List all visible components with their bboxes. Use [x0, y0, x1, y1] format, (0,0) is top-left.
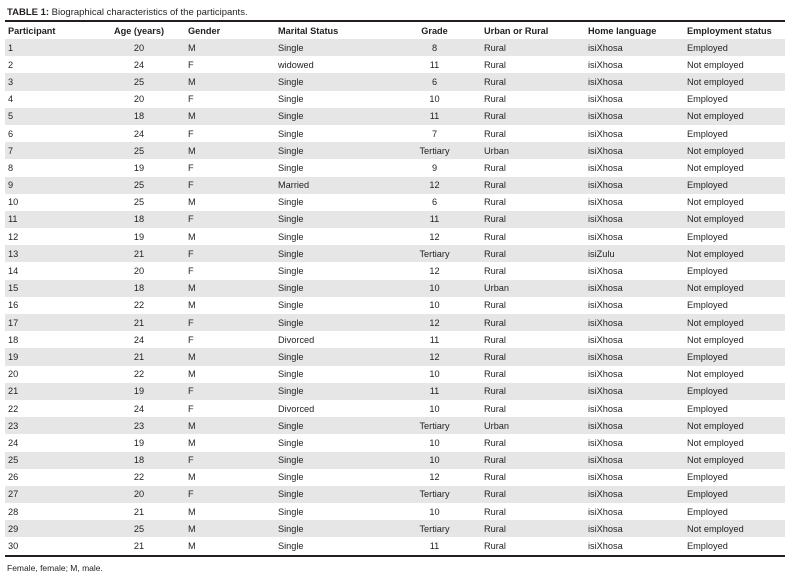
table-header-row [5, 21, 785, 39]
table-cell: M [188, 231, 196, 242]
table-cell: Not employed [687, 214, 744, 225]
table-cell: 10 [429, 94, 440, 105]
table-cell: Employed [687, 351, 728, 362]
table-cell: 22 [133, 472, 145, 483]
table-row [5, 537, 785, 555]
table-cell: Employed [687, 489, 728, 500]
table-cell: Not employed [687, 437, 744, 448]
table-caption: TABLE 1: Biographical characteristics of the participants. [7, 7, 248, 18]
table-cell: Rural [484, 248, 506, 259]
table-cell: Rural [484, 266, 506, 277]
table-cell: 24 [8, 437, 19, 448]
table-cell: 20 [133, 42, 145, 53]
table-cell: Not employed [687, 145, 744, 156]
column-header: Participant [8, 25, 56, 36]
table-cell: M [188, 369, 196, 380]
table-cell: Rural [484, 76, 506, 87]
table-row [5, 297, 785, 314]
table-cell: Single [278, 128, 304, 139]
table-cell: 22 [133, 369, 145, 380]
table-cell: Employed [687, 472, 728, 483]
table-cell: Single [278, 266, 304, 277]
table-cell: isiXhosa [588, 489, 623, 500]
column-header: Gender [188, 25, 221, 36]
table-cell: M [188, 541, 196, 552]
table-cell: 18 [133, 283, 145, 294]
table-cell: Not employed [687, 248, 744, 259]
table-cell: F [188, 317, 194, 328]
table-cell: Not employed [687, 317, 744, 328]
table-cell: isiXhosa [588, 455, 623, 466]
table-cell: isiXhosa [588, 317, 623, 328]
table-cell: 18 [8, 334, 19, 345]
table-cell: Rural [484, 437, 506, 448]
table-cell: 23 [133, 420, 145, 431]
table-cell: Employed [687, 403, 728, 414]
table-cell: Employed [687, 506, 728, 517]
table-cell: 24 [133, 59, 145, 70]
column-header: Employment status [687, 25, 772, 36]
table-cell: isiXhosa [588, 197, 623, 208]
table-cell: 12 [429, 317, 440, 328]
table-cell: 25 [133, 76, 145, 87]
table-cell: Rural [484, 162, 506, 173]
table-cell: 12 [8, 231, 19, 242]
table-row [5, 262, 785, 279]
table-cell: F [188, 162, 194, 173]
table-cell: Not employed [687, 76, 744, 87]
table-cell: F [188, 180, 194, 191]
table-cell: Single [278, 197, 304, 208]
table-cell: Rural [484, 59, 506, 70]
table-cell: 21 [133, 351, 145, 362]
table-cell: M [188, 111, 196, 122]
table-cell: Single [278, 283, 304, 294]
table-cell: 25 [133, 197, 145, 208]
table-row [5, 142, 785, 159]
table-cell: 7 [431, 128, 438, 139]
table-row [5, 520, 785, 537]
table-cell: 11 [429, 214, 440, 225]
table-cell: 21 [133, 541, 145, 552]
table-cell: 18 [133, 111, 145, 122]
table-cell: M [188, 437, 196, 448]
table-cell: Married [278, 180, 310, 191]
table-cell: 24 [133, 128, 145, 139]
table-cell: isiXhosa [588, 523, 623, 534]
table-cell: Single [278, 523, 304, 534]
table-row [5, 503, 785, 520]
table-cell: Rural [484, 214, 506, 225]
table-cell: isiXhosa [588, 351, 623, 362]
table-cell: isiXhosa [588, 42, 623, 53]
table-cell: Single [278, 541, 304, 552]
table-cell: isiXhosa [588, 59, 623, 70]
table-cell: 17 [8, 317, 19, 328]
table-cell: 14 [8, 266, 19, 277]
table-cell: 18 [133, 455, 145, 466]
table-cell: Employed [687, 94, 728, 105]
table-cell: Single [278, 145, 304, 156]
table-cell: 8 [431, 42, 438, 53]
table-cell: isiXhosa [588, 214, 623, 225]
table-cell: 21 [8, 386, 19, 397]
table-cell: Tertiary [419, 523, 450, 534]
table-cell: F [188, 248, 194, 259]
table-row [5, 159, 785, 176]
table-cell: 1 [8, 42, 14, 53]
table-cell: Single [278, 111, 304, 122]
table-cell: Single [278, 489, 304, 500]
table-cell: isiXhosa [588, 145, 623, 156]
table-cell: Employed [687, 231, 728, 242]
table-cell: M [188, 420, 196, 431]
table-cell: isiXhosa [588, 94, 623, 105]
table-cell: M [188, 472, 196, 483]
table-cell: Rural [484, 386, 506, 397]
table-row [5, 73, 785, 90]
table-cell: isiXhosa [588, 472, 623, 483]
table-cell: 20 [8, 369, 19, 380]
table-cell: 25 [133, 523, 145, 534]
column-header: Home language [588, 25, 657, 36]
table-cell: F [188, 403, 194, 414]
table-cell: Single [278, 386, 304, 397]
table-cell: 21 [133, 317, 145, 328]
table-cell: isiXhosa [588, 369, 623, 380]
table-row [5, 228, 785, 245]
table-cell: 11 [429, 111, 440, 122]
table-row [5, 452, 785, 469]
table-cell: 24 [133, 334, 145, 345]
table-cell: isiXhosa [588, 420, 623, 431]
table-cell: F [188, 214, 194, 225]
table-cell: 6 [8, 128, 14, 139]
table-cell: 19 [133, 437, 145, 448]
table-cell: Single [278, 94, 304, 105]
table-row [5, 434, 785, 451]
table-row [5, 486, 785, 503]
table-cell: Not employed [687, 369, 744, 380]
table-cell: 12 [429, 351, 440, 362]
table-cell: isiZulu [588, 248, 615, 259]
table-cell: 3 [8, 76, 14, 87]
table-cell: Divorced [278, 334, 315, 345]
table-cell: Rural [484, 455, 506, 466]
table-cell: Urban [484, 283, 510, 294]
table-row [5, 91, 785, 108]
table-cell: Employed [687, 42, 728, 53]
table-row [5, 400, 785, 417]
table-cell: 9 [8, 180, 14, 191]
table-cell: Not employed [687, 455, 744, 466]
table-cell: 12 [429, 266, 440, 277]
table-cell: Single [278, 437, 304, 448]
table-cell: 22 [133, 300, 145, 311]
table-cell: 11 [429, 541, 440, 552]
table-row [5, 177, 785, 194]
table-cell: 9 [431, 162, 438, 173]
table-cell: 30 [8, 541, 19, 552]
table-cell: Single [278, 76, 304, 87]
table-cell: M [188, 300, 196, 311]
table-cell: Tertiary [419, 145, 450, 156]
table-cell: Urban [484, 145, 510, 156]
table-cell: 25 [8, 455, 19, 466]
table-cell: 10 [8, 197, 19, 208]
table-cell: 21 [133, 506, 145, 517]
table-cell: 7 [8, 145, 14, 156]
table-row [5, 108, 785, 125]
table-cell: 20 [133, 94, 145, 105]
table-cell: 20 [133, 266, 145, 277]
table-row [5, 194, 785, 211]
table-cell: Employed [687, 128, 728, 139]
table-cell: M [188, 145, 196, 156]
table-cell: 12 [429, 231, 440, 242]
table-row [5, 245, 785, 262]
table-row [5, 314, 785, 331]
table-cell: Urban [484, 420, 510, 431]
table-cell: 12 [429, 180, 440, 191]
table-cell: isiXhosa [588, 506, 623, 517]
table-cell: 11 [8, 214, 18, 225]
table-cell: Single [278, 317, 304, 328]
table-cell: F [188, 94, 194, 105]
table-cell: Single [278, 455, 304, 466]
table-cell: Rural [484, 506, 506, 517]
table-row [5, 39, 785, 56]
table-footnote: Female, female; M, male. [7, 563, 103, 573]
table-cell: isiXhosa [588, 541, 623, 552]
table-cell: isiXhosa [588, 403, 623, 414]
table-cell: M [188, 351, 196, 362]
table-cell: Single [278, 472, 304, 483]
table-cell: Single [278, 162, 304, 173]
table-cell: Rural [484, 197, 506, 208]
table-cell: F [188, 489, 194, 500]
table-cell: 25 [133, 145, 145, 156]
table-cell: 8 [8, 162, 14, 173]
table-cell: M [188, 506, 196, 517]
table-cell: 19 [133, 231, 145, 242]
table-cell: Rural [484, 94, 506, 105]
table-cell: Employed [687, 266, 728, 277]
table-cell: 5 [8, 111, 14, 122]
table-cell: isiXhosa [588, 180, 623, 191]
table-cell: isiXhosa [588, 300, 623, 311]
table-cell: Divorced [278, 403, 315, 414]
table-cell: 23 [8, 420, 19, 431]
table-row [5, 280, 785, 297]
table-cell: 24 [133, 403, 145, 414]
table-cell: Single [278, 369, 304, 380]
table-cell: Rural [484, 351, 506, 362]
table-cell: 29 [8, 523, 19, 534]
table-cell: 26 [8, 472, 19, 483]
table-cell: Single [278, 351, 304, 362]
table-cell: F [188, 386, 194, 397]
table-cell: M [188, 197, 196, 208]
table-cell: 13 [8, 248, 19, 259]
table-cell: Not employed [687, 420, 744, 431]
table-row [5, 366, 785, 383]
table-cell: 10 [429, 300, 440, 311]
table-cell: 6 [431, 197, 438, 208]
table-cell: Single [278, 248, 304, 259]
table-cell: Employed [687, 180, 728, 191]
table-cell: M [188, 283, 196, 294]
table-cell: 10 [429, 437, 440, 448]
table-cell: 10 [429, 283, 440, 294]
table-cell: Single [278, 506, 304, 517]
table-cell: 19 [133, 386, 145, 397]
table-cell: 11 [429, 334, 440, 345]
table-cell: Rural [484, 317, 506, 328]
table-row [5, 331, 785, 348]
table-cell: isiXhosa [588, 162, 623, 173]
table-cell: Rural [484, 523, 506, 534]
table-row [5, 469, 785, 486]
table-cell: Not employed [687, 334, 744, 345]
table-cell: Single [278, 300, 304, 311]
table-cell: isiXhosa [588, 111, 623, 122]
table-cell: F [188, 334, 194, 345]
table-cell: Tertiary [419, 420, 450, 431]
column-header: Urban or Rural [484, 25, 549, 36]
table-row [5, 56, 785, 73]
table-cell: isiXhosa [588, 437, 623, 448]
table-cell: isiXhosa [588, 231, 623, 242]
column-header: Age (years) [113, 25, 165, 36]
table-cell: 12 [429, 472, 440, 483]
table-cell: Rural [484, 369, 506, 380]
table-cell: Rural [484, 541, 506, 552]
table-cell: F [188, 59, 194, 70]
table-cell: Rural [484, 300, 506, 311]
table-cell: F [188, 266, 194, 277]
table-cell: 10 [429, 369, 440, 380]
table-cell: Not employed [687, 162, 744, 173]
table-cell: 10 [429, 455, 440, 466]
table-cell: 27 [8, 489, 19, 500]
table-cell: Rural [484, 128, 506, 139]
table-cell: Rural [484, 231, 506, 242]
table-cell: 6 [431, 76, 438, 87]
table-cell: Tertiary [419, 248, 450, 259]
table-cell: isiXhosa [588, 266, 623, 277]
table-cell: Employed [687, 541, 728, 552]
table-cell: Not employed [687, 197, 744, 208]
table-cell: Single [278, 231, 304, 242]
table-cell: isiXhosa [588, 334, 623, 345]
table-cell: 16 [8, 300, 19, 311]
table-cell: 21 [133, 248, 145, 259]
table-cell: M [188, 523, 196, 534]
table-cell: Employed [687, 386, 728, 397]
table-cell: 25 [133, 180, 145, 191]
table-cell: 10 [429, 506, 440, 517]
table-cell: 20 [133, 489, 145, 500]
table-cell: isiXhosa [588, 386, 623, 397]
table-cell: Not employed [687, 59, 744, 70]
table-cell: isiXhosa [588, 128, 623, 139]
table-cell: 18 [133, 214, 145, 225]
table-cell: 10 [429, 403, 440, 414]
column-header: Grade [421, 25, 448, 36]
table-cell: 19 [8, 351, 19, 362]
table-row [5, 383, 785, 400]
table-cell: Rural [484, 472, 506, 483]
table-cell: 22 [8, 403, 19, 414]
table-cell: F [188, 455, 194, 466]
table-cell: Rural [484, 403, 506, 414]
table-cell: Single [278, 214, 304, 225]
table-cell: isiXhosa [588, 283, 623, 294]
table-cell: Rural [484, 180, 506, 191]
table-row [5, 125, 785, 142]
table-cell: widowed [278, 59, 314, 70]
table-cell: Not employed [687, 523, 744, 534]
table-cell: Tertiary [419, 489, 450, 500]
table-cell: Not employed [687, 283, 744, 294]
table-cell: Rural [484, 111, 506, 122]
table-cell: 19 [133, 162, 145, 173]
table-cell: Rural [484, 334, 506, 345]
table-cell: M [188, 76, 196, 87]
table-row [5, 348, 785, 365]
table-cell: 28 [8, 506, 19, 517]
table-cell: Not employed [687, 111, 744, 122]
table-cell: 2 [8, 59, 14, 70]
table-row [5, 417, 785, 434]
table-cell: Employed [687, 300, 728, 311]
table-cell: Rural [484, 42, 506, 53]
table-cell: 4 [8, 94, 14, 105]
table-cell: Rural [484, 489, 506, 500]
table-cell: 11 [429, 386, 440, 397]
column-header: Marital Status [278, 25, 339, 36]
table-row [5, 211, 785, 228]
table-cell: Single [278, 42, 304, 53]
table-cell: M [188, 42, 196, 53]
table-cell: isiXhosa [588, 76, 623, 87]
table-cell: F [188, 128, 194, 139]
table-cell: 15 [8, 283, 19, 294]
table-cell: 11 [429, 59, 440, 70]
participants-table [5, 20, 785, 557]
table-cell: Single [278, 420, 304, 431]
